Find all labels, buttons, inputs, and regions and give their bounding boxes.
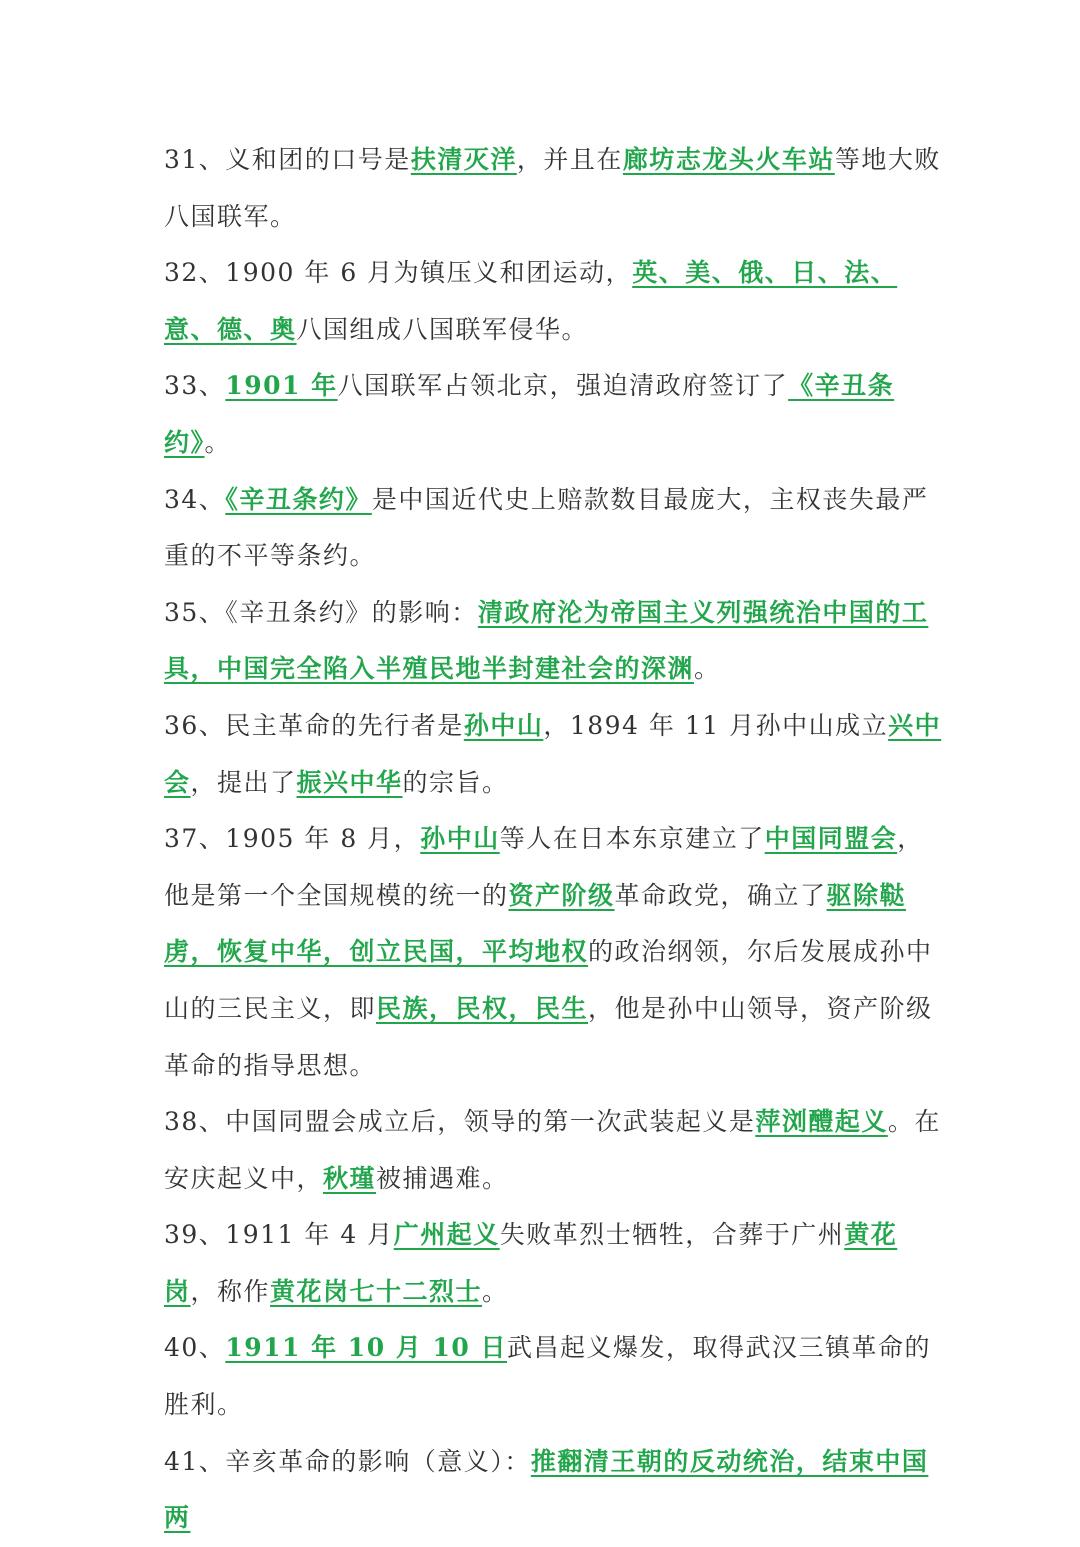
text-segment: 33、 bbox=[164, 371, 226, 401]
text-segment: ，称作 bbox=[190, 1276, 271, 1306]
text-segment: 。 bbox=[482, 1276, 509, 1306]
text-segment: 。 bbox=[694, 654, 721, 684]
text-segment: ，1894 年 11 月孙中山成立 bbox=[543, 710, 889, 740]
highlighted-answer: 振兴中华 bbox=[296, 767, 403, 797]
highlighted-answer: 资产阶级 bbox=[508, 880, 615, 910]
highlighted-answer: 萍浏醴起义 bbox=[755, 1107, 888, 1137]
text-segment: 被捕遇难。 bbox=[376, 1163, 509, 1193]
list-item bbox=[164, 585, 944, 698]
list-item bbox=[164, 1320, 944, 1433]
text-segment: 八国联军占领北京，强迫清政府签订了 bbox=[337, 371, 789, 401]
list-item bbox=[164, 132, 944, 245]
highlighted-answer: 1911 年 10 月 10 日 bbox=[225, 1333, 507, 1363]
highlighted-answer: 1901 年 bbox=[225, 371, 338, 401]
highlighted-answer: 孙中山 bbox=[463, 710, 544, 740]
text-segment: 。在安庆起义中， bbox=[164, 1107, 941, 1193]
text-segment: ，他是第一个全国规模的统一的 bbox=[164, 824, 924, 910]
text-segment: 八国组成八国联军侵华。 bbox=[296, 314, 589, 344]
list-item bbox=[164, 1207, 944, 1320]
list-item bbox=[164, 358, 944, 471]
list-item bbox=[164, 1434, 944, 1547]
highlighted-answer: 中国同盟会 bbox=[764, 824, 898, 854]
text-segment: 35、《辛丑条约》的影响： bbox=[164, 597, 478, 627]
highlighted-answer: 廊坊志龙头火车站 bbox=[622, 145, 835, 174]
highlighted-answer: 《辛丑条约》 bbox=[225, 484, 372, 514]
highlighted-answer: 英、美、俄、日、法、意、德、奥 bbox=[164, 258, 898, 344]
text-segment: 37、1905 年 8 月， bbox=[164, 824, 421, 854]
text-segment: 等人在日本东京建立了 bbox=[499, 824, 765, 854]
text-segment: 革命政党，确立了 bbox=[614, 880, 827, 910]
highlighted-answer: 广州起义 bbox=[393, 1220, 500, 1250]
highlighted-answer: 《辛丑条约》 bbox=[164, 371, 895, 457]
text-segment: 等地大败八国联军。 bbox=[164, 145, 941, 231]
text-segment: 武昌起义爆发，取得武汉三镇革命的胜利。 bbox=[164, 1333, 932, 1420]
text-segment: 40、 bbox=[164, 1333, 226, 1363]
text-segment: 。 bbox=[204, 427, 232, 457]
list-item bbox=[164, 245, 944, 358]
text-segment: ，他是孙中山领导，资产阶级革命的指导思想。 bbox=[164, 993, 933, 1080]
highlighted-answer: 孙中山 bbox=[420, 824, 500, 854]
highlighted-answer: 兴中会 bbox=[164, 710, 942, 797]
list-item bbox=[164, 698, 944, 811]
list-item bbox=[164, 472, 944, 585]
text-segment: ，并且在 bbox=[516, 145, 623, 174]
list-item bbox=[164, 1094, 944, 1207]
text-segment: ，提出了 bbox=[190, 767, 297, 797]
highlighted-answer: 清政府沦为帝国主义列强统治中国的工具，中国完全陷入半殖民地半封建社会的深渊 bbox=[164, 597, 929, 684]
text-segment: 39、1911 年 4 月 bbox=[164, 1220, 394, 1250]
highlighted-answer: 秋瑾 bbox=[323, 1163, 377, 1193]
text-segment: 34、 bbox=[164, 484, 226, 514]
list-item bbox=[164, 811, 944, 1094]
document-page bbox=[164, 132, 944, 1547]
text-segment: 是中国近代史上赔款数目最庞大，主权丧失最严重的不平等条约。 bbox=[164, 484, 929, 571]
text-segment: 32、1900 年 6 月为镇压义和团运动， bbox=[164, 258, 633, 288]
highlighted-answer: 黄花岗 bbox=[164, 1220, 898, 1306]
text-segment: 41、辛亥革命的影响（意义）： bbox=[164, 1446, 531, 1476]
highlighted-answer: 驱除鞑虏，恢复中华，创立民国，平均地权 bbox=[164, 880, 907, 967]
text-segment: 38、中国同盟会成立后，领导的第一次武装起义是 bbox=[164, 1107, 756, 1137]
highlighted-answer: 民族，民权，民生 bbox=[376, 993, 589, 1023]
text-segment: 的政治纲领，尔后发展成孙中山的三民主义，即 bbox=[164, 937, 933, 1023]
highlighted-answer: 黄花岗七十二烈士 bbox=[270, 1276, 483, 1306]
highlighted-answer: 推翻清王朝的反动统治，结束中国两 bbox=[164, 1446, 929, 1533]
text-segment: 失败革烈士牺牲，合葬于广州 bbox=[499, 1220, 845, 1250]
text-segment: 的宗旨。 bbox=[402, 767, 509, 797]
text-segment: 36、民主革命的先行者是 bbox=[164, 710, 464, 740]
highlighted-answer: 扶清灭洋 bbox=[410, 145, 517, 174]
text-segment: 31、义和团的口号是 bbox=[164, 145, 411, 174]
